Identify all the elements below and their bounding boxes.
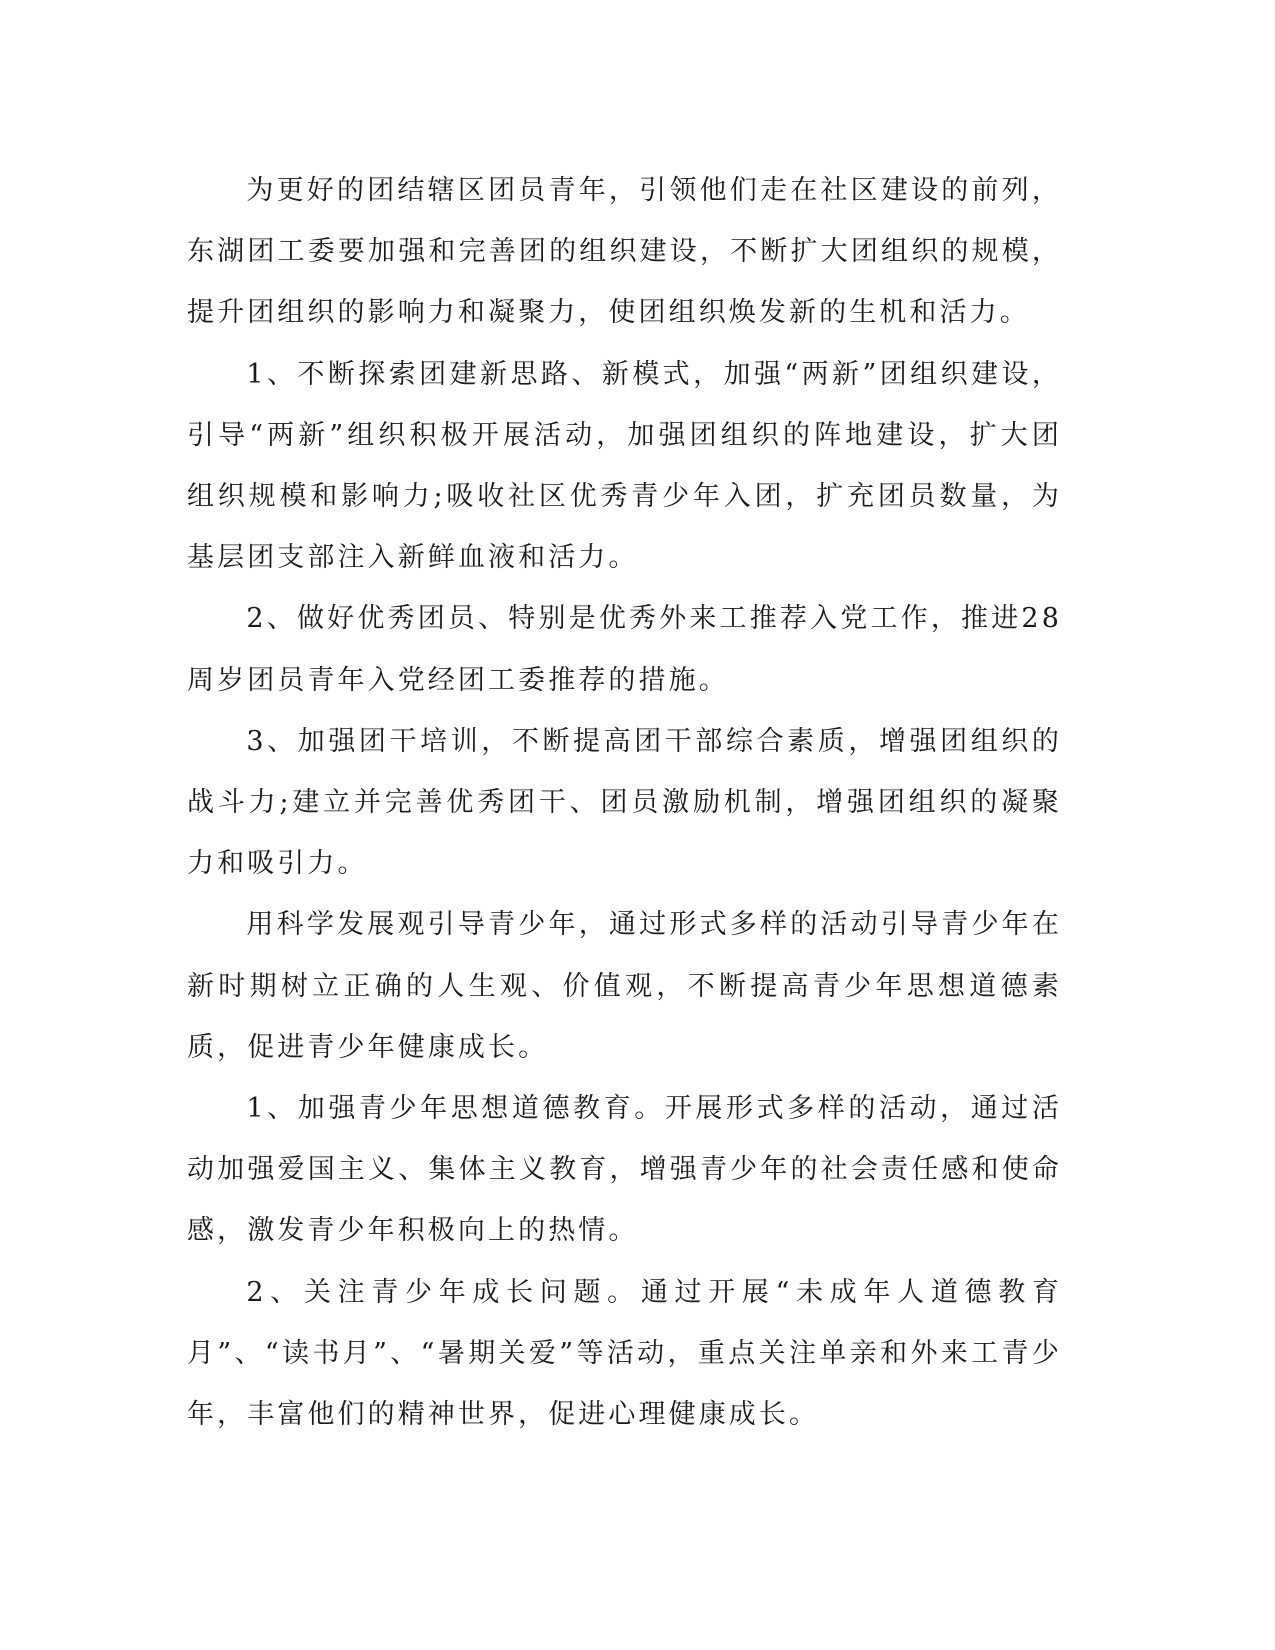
paragraph-item-2-youth-growth: 2、关注青少年成长问题。通过开展“未成年人道德教育月”、“读书月”、“暑期关爱”等活动，重点关注单亲和外来工青少年，丰富他们的精神世界，促进心理健康成长。	[187, 1276, 1062, 1431]
paragraph-item-1-moral-education: 1、加强青少年思想道德教育。开展形式多样的活动，通过活动加强爱国主义、集体主义教育，增强青少年的社会责任感和使命感，激发青少年积极向上的热情。	[187, 1093, 1062, 1247]
paragraph-intro-youth-guidance: 用科学发展观引导青少年，通过形式多样的活动引导青少年在新时期树立正确的人生观、价值观，不断提高青少年思想道德素质，促进青少年健康成长。	[187, 909, 1062, 1063]
paragraph-item-3-cadre-training: 3、加强团干培训，不断提高团干部综合素质，增强团组织的战斗力;建立并完善优秀团干、团员激励机制，增强团组织的凝聚力和吸引力。	[187, 725, 1062, 880]
paragraph-item-1-team-building: 1、不断探索团建新思路、新模式，加强“两新”团组织建设，引导“两新”组织积极开展活动，加强团组织的阵地建设，扩大团组织规模和影响力;吸收社区优秀青少年入团，扩充团员数量，为基层团支部注入新鲜血液和活力。	[187, 358, 1062, 574]
paragraph-intro-organization: 为更好的团结辖区团员青年，引领他们走在社区建设的前列，东湖团工委要加强和完善团的组织建设，不断扩大团组织的规模，提升团组织的影响力和凝聚力，使团组织焕发新的生机和活力。	[187, 175, 1062, 329]
document-body	[187, 160, 1062, 1445]
paragraph-item-2-party-recommendation: 2、做好优秀团员、特别是优秀外来工推荐入党工作，推进28周岁团员青年入党经团工委推荐的措施。	[187, 603, 1062, 696]
